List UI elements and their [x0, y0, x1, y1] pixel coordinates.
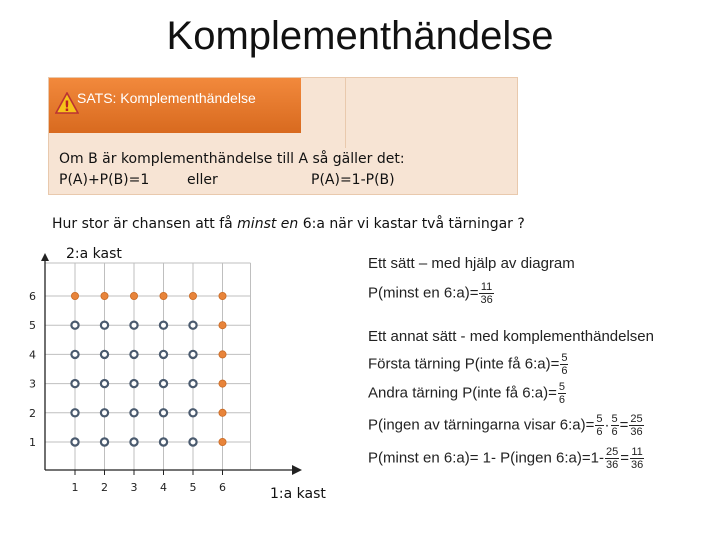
fraction: $\frac{5}{6}$: [611, 413, 618, 438]
data-point: [71, 351, 78, 358]
divider: [345, 78, 346, 148]
data-point: [219, 351, 226, 358]
theorem-header: [49, 78, 301, 133]
y-tick-label: 1: [29, 436, 36, 449]
fraction: $\frac{11}{36}$: [630, 446, 644, 471]
question-emphasis: minst en: [237, 216, 299, 232]
x-tick-label: 5: [189, 481, 197, 494]
y-tick-label: 3: [29, 377, 36, 391]
page-title: Komplementhändelse: [166, 14, 554, 58]
data-point: [160, 322, 167, 329]
data-point: [101, 322, 108, 329]
data-point: [130, 409, 137, 416]
data-point: [71, 409, 78, 416]
data-point: [219, 438, 226, 445]
theorem-statement: Om B är komplementhändelse till A så gäller det:: [59, 151, 405, 167]
data-point: [219, 380, 226, 387]
y-tick-label: 5: [29, 319, 36, 333]
x-axis-arrow: [292, 465, 302, 475]
data-point: [160, 438, 167, 445]
y-tick-label: 4: [29, 348, 36, 362]
data-point: [101, 438, 108, 445]
y-axis-arrow: [41, 253, 49, 261]
theorem-heading: SATS: Komplementhändelse: [77, 90, 256, 106]
data-point: [130, 292, 137, 299]
method2-second-die: Andra tärning P(inte få 6:a)= $\frac{5}{6}$: [368, 381, 565, 406]
question-text: Hur stor är chansen att få minst en 6:a när vi kastar två tärningar ?: [52, 216, 525, 232]
data-point: [160, 409, 167, 416]
theorem-box: [48, 77, 518, 195]
data-point: [219, 322, 226, 329]
method1-heading: Ett sätt – med hjälp av diagram: [368, 255, 575, 272]
fraction: $\frac{5}{6}$: [558, 381, 565, 406]
data-point: [219, 409, 226, 416]
data-point: [101, 292, 108, 299]
data-point: [130, 351, 137, 358]
fraction: $\frac{11}{36}$: [480, 281, 493, 306]
fraction: $\frac{5}{6}$: [596, 413, 603, 438]
x-tick-label: 6: [219, 481, 226, 494]
fraction: $\frac{25}{36}$: [630, 413, 643, 438]
x-tick-label: 2: [101, 481, 108, 494]
data-point: [101, 409, 108, 416]
data-point: [189, 380, 196, 387]
method2-no-six: P(ingen av tärningarna visar 6:a)= $\frac{5}{6}$ · $\frac{5}{6}$ = $\frac{25}{36}$: [368, 413, 643, 438]
warning-icon: [55, 92, 79, 114]
data-point: [101, 380, 108, 387]
data-point: [71, 292, 78, 299]
fraction: $\frac{25}{36}$: [605, 446, 619, 471]
fraction: $\frac{5}{6}$: [561, 352, 568, 377]
y-tick-label: 6: [29, 290, 36, 303]
data-point: [101, 351, 108, 358]
formula-sum: P(A)+P(B)=1: [59, 172, 150, 188]
method2-final: P(minst en 6:a)= 1- P(ingen 6:a)=1- $\frac{25}{36}$ = $\frac{11}{36}$: [368, 446, 644, 471]
formula-connector: eller: [187, 172, 218, 188]
data-point: [189, 438, 196, 445]
data-point: [130, 380, 137, 387]
x-tick-label: 4: [160, 481, 167, 494]
x-tick-label: 1: [71, 481, 79, 494]
data-point: [189, 322, 196, 329]
y-axis-title: 2:a kast: [66, 246, 122, 262]
data-point: [189, 292, 196, 299]
data-point: [160, 292, 167, 299]
method1-result: P(minst en 6:a)= $\frac{11}{36}$: [368, 281, 493, 306]
data-point: [160, 351, 167, 358]
x-axis-title: 1:a kast: [270, 486, 326, 502]
dice-outcome-chart: [0, 240, 340, 510]
x-tick-label: 3: [130, 481, 138, 494]
data-point: [219, 292, 226, 299]
data-point: [189, 351, 196, 358]
data-point: [130, 438, 137, 445]
data-point: [160, 380, 167, 387]
data-point: [130, 322, 137, 329]
formula-complement: P(A)=1-P(B): [311, 172, 395, 188]
svg-text:!: !: [63, 99, 71, 114]
y-tick-label: 2: [29, 406, 36, 420]
method2-heading: Ett annat sätt - med komplementhändelsen: [368, 328, 654, 345]
data-point: [71, 380, 78, 387]
data-point: [71, 438, 78, 445]
method2-first-die: Första tärning P(inte få 6:a)= $\frac{5}{6}$: [368, 352, 568, 377]
data-point: [71, 322, 78, 329]
data-point: [189, 409, 196, 416]
